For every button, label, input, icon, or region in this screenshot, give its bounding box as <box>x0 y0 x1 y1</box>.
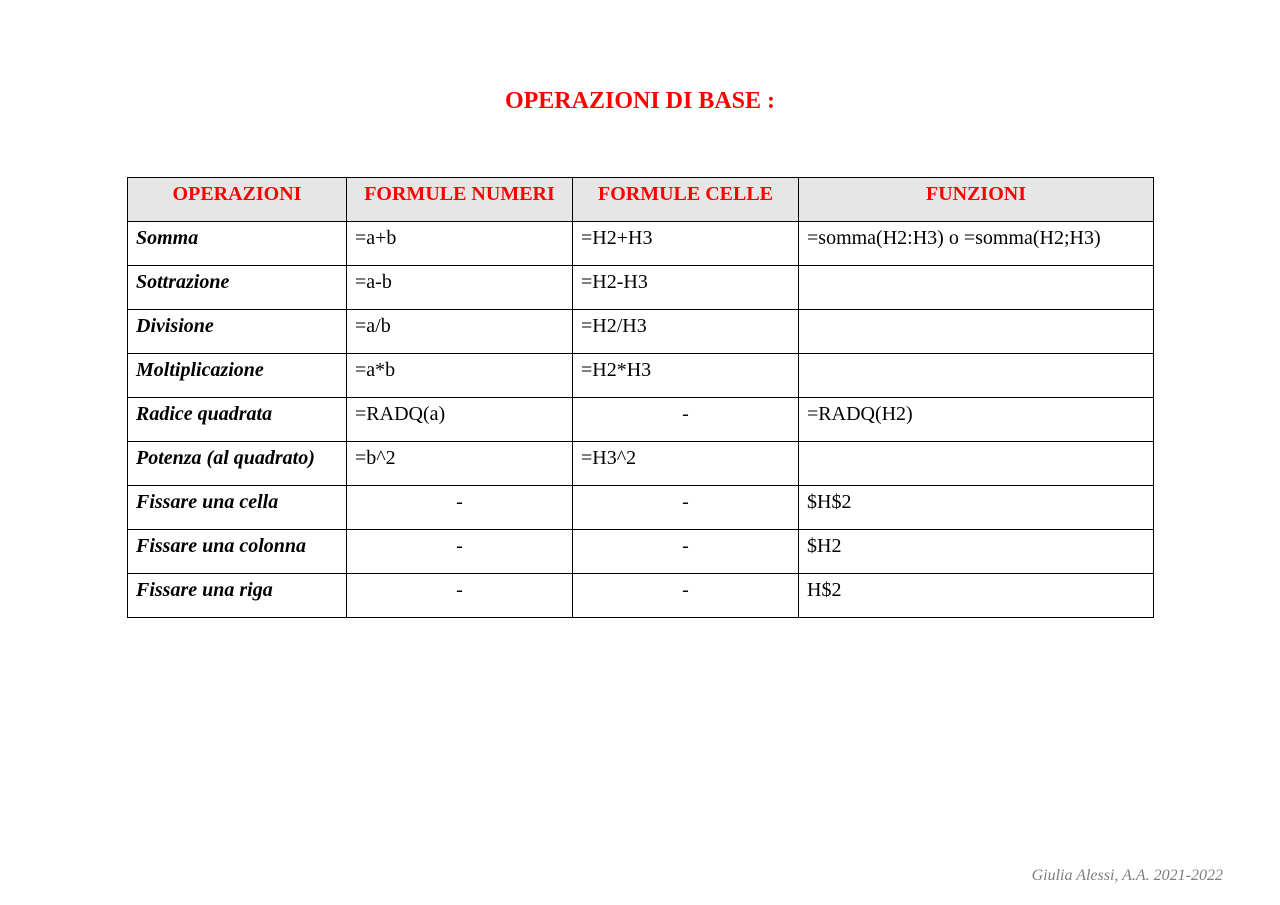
formula-cells: =H2-H3 <box>573 266 799 310</box>
formula-numbers: - <box>347 486 573 530</box>
table-row <box>128 398 1154 442</box>
formula-cells: - <box>573 530 799 574</box>
formula-numbers: =RADQ(a) <box>347 398 573 442</box>
formula-cells: =H2+H3 <box>573 222 799 266</box>
table-row <box>128 266 1154 310</box>
header-funzioni: FUNZIONI <box>799 178 1154 222</box>
footer-author: Giulia Alessi, A.A. 2021-2022 <box>1031 867 1223 884</box>
formula-cells: - <box>573 574 799 618</box>
operation-name: Potenza (al quadrato) <box>128 442 347 486</box>
table-row <box>128 354 1154 398</box>
page-title: OPERAZIONI DI BASE : <box>504 88 776 114</box>
function: =somma(H2:H3) o =somma(H2;H3) <box>799 222 1154 266</box>
operation-name: Moltiplicazione <box>128 354 347 398</box>
function <box>799 310 1154 354</box>
function <box>799 266 1154 310</box>
table-row <box>128 574 1154 618</box>
header-formule-numeri: FORMULE NUMERI <box>347 178 573 222</box>
operation-name: Somma <box>128 222 347 266</box>
function <box>799 442 1154 486</box>
formula-numbers: =a*b <box>347 354 573 398</box>
function: H$2 <box>799 574 1154 618</box>
formula-cells: - <box>573 398 799 442</box>
operation-name: Fissare una cella <box>128 486 347 530</box>
function: $H$2 <box>799 486 1154 530</box>
operations-table <box>127 177 1154 618</box>
table-row <box>128 222 1154 266</box>
operation-name: Divisione <box>128 310 347 354</box>
header-formule-celle: FORMULE CELLE <box>573 178 799 222</box>
operation-name: Radice quadrata <box>128 398 347 442</box>
operation-name: Fissare una riga <box>128 574 347 618</box>
formula-cells: - <box>573 486 799 530</box>
function: =RADQ(H2) <box>799 398 1154 442</box>
function <box>799 354 1154 398</box>
table-row <box>128 310 1154 354</box>
formula-numbers: =a+b <box>347 222 573 266</box>
formula-cells: =H2*H3 <box>573 354 799 398</box>
table-header-row <box>128 178 1154 222</box>
formula-numbers: - <box>347 530 573 574</box>
formula-numbers: =b^2 <box>347 442 573 486</box>
formula-numbers: - <box>347 574 573 618</box>
operation-name: Sottrazione <box>128 266 347 310</box>
operation-name: Fissare una colonna <box>128 530 347 574</box>
table-row <box>128 530 1154 574</box>
table-row <box>128 486 1154 530</box>
formula-numbers: =a-b <box>347 266 573 310</box>
function: $H2 <box>799 530 1154 574</box>
table-row <box>128 442 1154 486</box>
formula-numbers: =a/b <box>347 310 573 354</box>
formula-cells: =H2/H3 <box>573 310 799 354</box>
formula-cells: =H3^2 <box>573 442 799 486</box>
header-operazioni: OPERAZIONI <box>128 178 347 222</box>
